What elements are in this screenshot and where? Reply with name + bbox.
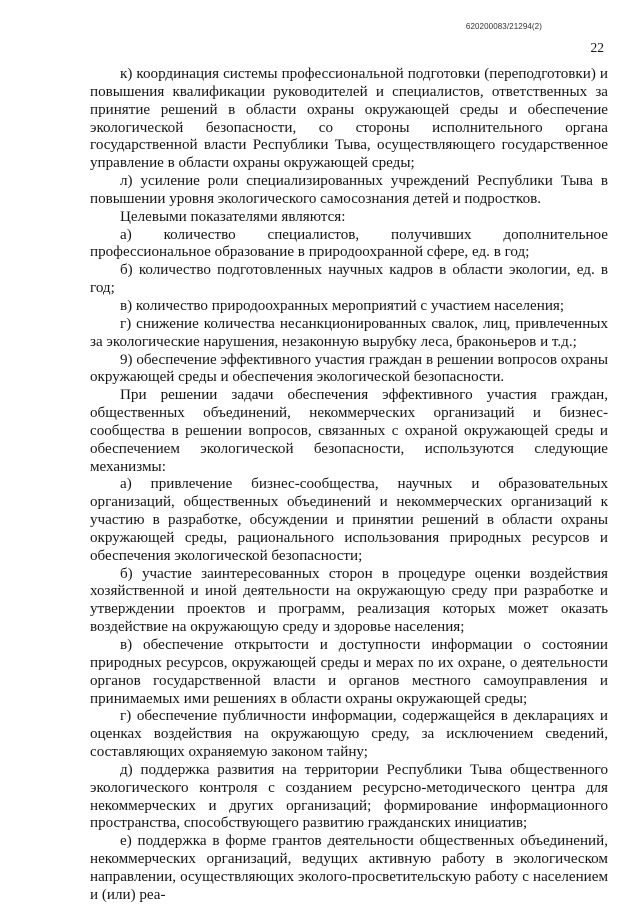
paragraph-mechanism-a: а) привлечение бизнес-сообщества, научных и образовательных организаций, общественных объединений и некоммерческих организаций к участию в разработке, обсуждении и принятии решений в области охраны окружающей среды, рационального использования природных ресурсов и обеспечения экологической безопасности; [90,476,608,564]
paragraph-target-g: г) снижение количества несанкционированных свалок, лиц, привлеченных за экологические нарушения, незаконную вырубку леса, браконьеров и т.д.; [90,315,608,350]
paragraph-mechanisms-intro: При решении задачи обеспечения эффективного участия граждан, общественных объединений, некоммерческих организаций и бизнес-сообщества в решении вопросов, связанных с охраной окружающей среды и обеспечением экологической безопасности, используются следующие механизмы: [90,387,608,475]
paragraph-mechanism-d: д) поддержка развития на территории Республики Тыва общественного экологического контроля с созданием ресурсно-методического центра для некоммерческих и других организаций; формирование информационного пространства, способствующего развитию гражданских инициатив; [90,761,608,832]
paragraph-targets-heading: Целевыми показателями являются: [120,208,346,225]
paragraph-mechanism-b: б) участие заинтересованных сторон в процедуре оценки воздействия хозяйственной и иной деятельности на окружающую среду при разработке и утверждении проектов и программ, реализация которых может оказать воздействие на окружающую среду и здоровье населения; [90,565,608,636]
paragraph-l: л) усиление роли специализированных учреждений Республики Тыва в повышении уровня экологического самосознания детей и подростков. [90,173,608,207]
paragraph-target-a: а) количество специалистов, получивших дополнительное профессиональное образование в природоохранной сфере, ед. в год; [90,226,608,261]
paragraph-k: к) координация системы профессиональной подготовки (переподготовки) и повышения квалификации руководителей и специалистов, ответственных за принятие решений в области охраны окружающей среды и обеспечение экологической безопасности, со стороны исполнительного органа государственной власти Республики Тыва, осуществляющего государственное управление в области охраны окружающей среды; [90,66,608,172]
paragraph-mechanism-e: е) поддержка в форме грантов деятельности общественных объединений, некоммерческих организаций, ведущих активную работу в экологическом направлении, осуществляющих эколого-просветительскую работу с населением и (или) реа- [90,833,608,903]
paragraph-mechanism-g: г) обеспечение публичности информации, содержащейся в декларациях и оценках воздействия на окружающую среду, за исключением сведений, составляющих охраняемую законом тайну; [90,708,608,761]
paragraph-target-v: в) количество природоохранных мероприятий с участием населения; [120,297,565,314]
document-id: 620200083/21294(2) [465,22,542,31]
paragraph-mechanism-v: в) обеспечение открытости и доступности информации о состоянии природных ресурсов, окружающей среды и мерах по их охране, о деятельности органов государственной власти и органов местного самоуправления и принимаемых ими решениях в области охраны окружающей среды; [90,637,608,707]
paragraph-task-9: 9) обеспечение эффективного участия граждан в решении вопросов охраны окружающей среды и обеспечения экологической безопасности. [90,351,608,386]
page-number: 22 [590,40,604,55]
document-body [90,66,608,905]
paragraph-target-b: б) количество подготовленных научных кадров в области экологии, ед. в год; [90,262,608,297]
